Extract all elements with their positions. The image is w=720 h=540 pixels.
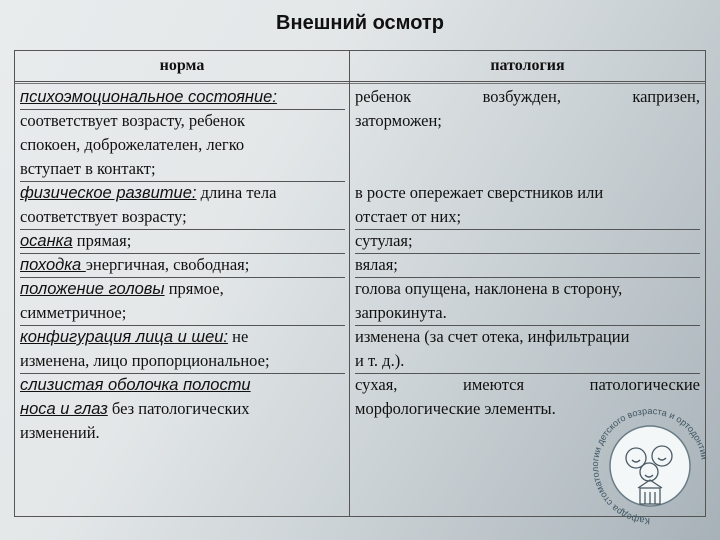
page-title: Внешний осмотр [276, 12, 444, 34]
term-head-position: положение головы [20, 280, 165, 298]
pathology-line-6: отстает от них; [355, 205, 700, 230]
pathology-word: имеются [463, 375, 525, 394]
norm-line-13 [20, 373, 345, 397]
pathology-line-11: изменена (за счет отека, инфильтрации [355, 327, 630, 346]
pathology-word: ребенок [355, 87, 412, 106]
norm-line-12: изменена, лицо пропорциональное; [20, 349, 345, 374]
norm-line-5 [20, 181, 345, 205]
norm-line-1 [20, 85, 345, 110]
norm-line-5-rest: длина тела [196, 183, 277, 202]
norm-line-11 [20, 325, 345, 349]
pathology-line-8: вялая; [355, 253, 700, 278]
pathology-word: сухая, [355, 375, 398, 394]
header-divider [15, 81, 705, 82]
pathology-line-14: морфологические элементы. [355, 399, 556, 418]
pathology-word: патологические [589, 375, 700, 394]
pathology-line-5: в росте опережает сверстников или [355, 183, 604, 202]
header-divider-2 [15, 83, 705, 84]
term-face-neck: конфигурация лица и шеи: [20, 328, 229, 346]
logo-ring-text: Кафедра стоматологии детского возраста и ортодонтии [590, 405, 710, 527]
term-mucosa: слизистая оболочка полости [20, 376, 251, 394]
norm-line-14-rest: без патологических [107, 399, 250, 418]
pathology-line-12: и т. д.). [355, 349, 700, 374]
pathology-line-10: запрокинута. [355, 301, 700, 326]
norm-line-6: соответствует возрасту; [20, 205, 345, 230]
norm-line-11-rest: не [228, 327, 249, 346]
norm-line-9 [20, 277, 345, 301]
norm-line-3: спокоен, доброжелателен, легко [20, 135, 245, 154]
pathology-line-1 [355, 85, 700, 109]
norm-line-8-rest: энергичная, свободная; [85, 255, 250, 274]
column-divider [349, 51, 350, 516]
header-norm: норма [159, 57, 205, 74]
term-gait: походка [20, 256, 86, 274]
term-posture: осанка [20, 232, 73, 250]
norm-line-15: изменений. [20, 423, 100, 442]
term-nose-eyes: носа и глаз [20, 400, 108, 418]
norm-line-10: симметричное; [20, 301, 345, 326]
norm-line-4: вступает в контакт; [20, 157, 345, 182]
header-pathology: патология [490, 57, 565, 74]
pathology-word: возбужден, [482, 87, 561, 106]
norm-line-9-rest: прямое, [164, 279, 224, 298]
term-psychoemotional: психоэмоциональное состояние: [20, 88, 277, 106]
pathology-line-9: голова опущена, наклонена в сторону, [355, 279, 623, 298]
norm-line-8 [20, 253, 345, 278]
department-logo [590, 400, 710, 530]
pathology-word: капризен, [632, 87, 700, 106]
pathology-line-2: заторможен; [355, 111, 442, 130]
term-physical-development: физическое развитие: [20, 184, 197, 202]
norm-line-14 [20, 397, 345, 421]
norm-line-2: соответствует возрасту, ребенок [20, 111, 246, 130]
pathology-line-13 [355, 373, 700, 397]
norm-line-7 [20, 229, 345, 254]
pathology-line-7: сутулая; [355, 229, 700, 254]
norm-line-7-rest: прямая; [72, 231, 132, 250]
